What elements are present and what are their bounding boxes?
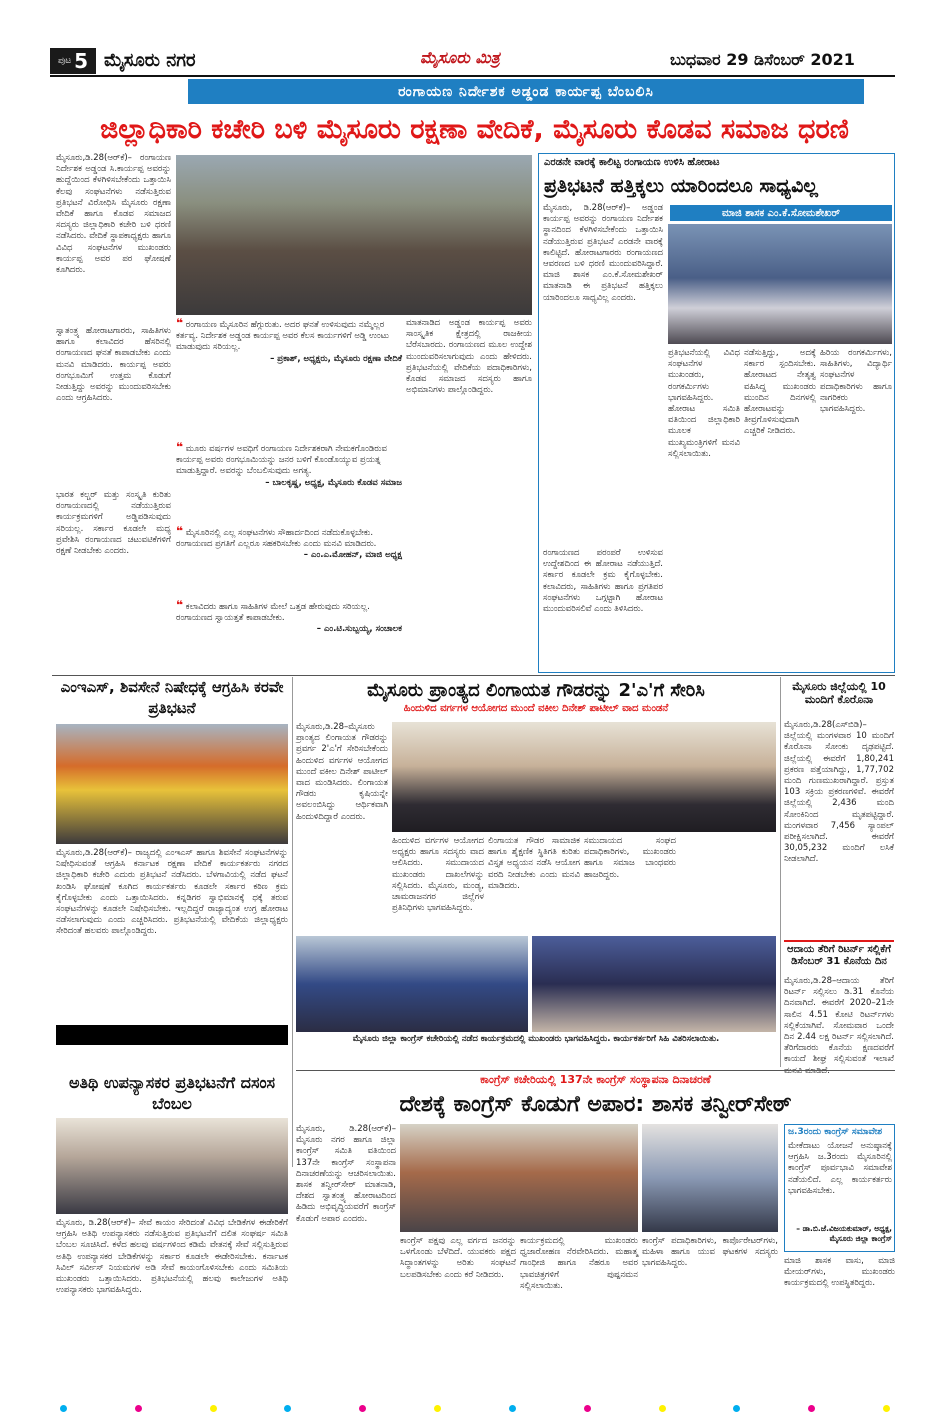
story4-photo	[392, 722, 776, 832]
story8-col3: ಕಾರ್ಯಕ್ರಮದಲ್ಲಿ ಮುಖಂಡರು ಧ್ವಜಾರೋಹಣ ನೆರವೇರಿಸಿದರು. ಮಹಾತ್ಮ ಗಾಂಧೀಜಿ ಹಾಗೂ ನೆಹರೂ ಅವರ ಭಾವಚಿತ್ರಗಳಿಗೆ ಪುಷ್ಪನಮನ ಸಲ್ಲಿಸಲಾಯಿತು.	[520, 1236, 638, 1291]
magenta-dot	[359, 1405, 366, 1412]
page-label: ಪುಟ	[57, 56, 72, 66]
print-registration-marks	[60, 1405, 890, 1413]
story6-body: ಮೈಸೂರು,ಡಿ.28–ಆದಾಯ ತೆರಿಗೆ ರಿಟರ್ನ್ ಸಲ್ಲಿಸಲು ಡಿ.31 ಕೊನೆಯ ದಿನವಾಗಿದೆ. ಈವರೆಗೆ 2020–21ನೇ ಸಾಲಿನ 4.51 ಕೋಟಿ ರಿಟರ್ನ್‌ಗಳು ಸಲ್ಲಿಕೆಯಾಗಿವೆ. ಸೋಮವಾರ ಒಂದೇ ದಿನ 2.44 ಲಕ್ಷ ರಿಟರ್ನ್ ಸಲ್ಲಿಸಲಾಗಿದೆ. ತೆರಿಗೆದಾರರು ಕೊನೆಯ ಕ್ಷಣದವರೆಗೆ ಕಾಯದೆ ಶೀಘ್ರ ಸಲ್ಲಿಸುವಂತೆ ಇಲಾಖೆ	[784, 976, 894, 1065]
story8-col1: ಮೈಸೂರು, ಡಿ.28(ಆರ್‌ಕೆ)– ಮೈಸೂರು ನಗರ ಹಾಗೂ ಜಿಲ್ಲಾ ಕಾಂಗ್ರೆಸ್ ಸಮಿತಿ ವತಿಯಿಂದ 137ನೇ ಕಾಂಗ್ರೆಸ್ ಸಂಸ್ಥಾಪನಾ ದಿನಾಚರಣೆಯನ್ನು ಆಚರಿಸಲಾಯಿತು. ಶಾಸಕ ತನ್ವೀರ್‌ಸೇಠ್ ಮಾತನಾಡಿ, ದೇಶದ ಸ್ವಾತಂತ್ರ್ಯ ಹೋರಾಟದಿಂದ ಹಿಡಿದು ಅಭಿವೃದ್ಧಿಯವರೆಗೆ ಕಾಂಗ್ರೆಸ್ ಕೊಡುಗೆ ಅಪಾರ ಎಂದರು.	[296, 1124, 396, 1224]
page-number: 5	[74, 49, 89, 73]
story2-photo	[668, 224, 892, 344]
quote-mark-icon: ❝	[176, 440, 184, 454]
story2-col4: ನಡೆಸುತ್ತಿದ್ದು, ಅದಕ್ಕೆ ಸರ್ಕಾರ ಸ್ಪಂದಿಸಬೇಕು. ಹೋರಾಟದ ನೇತೃತ್ವ ವಹಿಸಿದ್ದ ಮುಖಂಡರು ಮುಂದಿನ ದಿನಗಳಲ್ಲಿ ಹೋರಾಟವನ್ನು ತೀವ್ರಗೊಳಿಸುವುದಾಗಿ ಎಚ್ಚರಿಕೆ ನೀಡಿದರು.	[744, 348, 816, 437]
quote-mark-icon: ❝	[176, 316, 184, 330]
divider	[52, 675, 895, 676]
story4-col4: ಸಮುದಾಯದ ಸಂಘದ ಪದಾಧಿಕಾರಿಗಳು, ಮುಖಂಡರು ಹಾಗೂ ಸಮಾಜ ಬಾಂಧವರು ಹಾಜರಿದ್ದರು.	[584, 836, 676, 880]
story6-headline: ಆದಾಯ ತೆರಿಗೆ ರಿಟರ್ನ್ ಸಲ್ಲಿಕೆಗೆ ಡಿಸೆಂಬರ್ 31 ಕೊನೆಯ ದಿನ	[784, 940, 894, 974]
story7-body: ಮೈಸೂರು, ಡಿ.28(ಆರ್‌ಕೆ)– ಸೇವೆ ಕಾಯಂ ಸೇರಿದಂತೆ ವಿವಿಧ ಬೇಡಿಕೆಗಳ ಈಡೇರಿಕೆಗೆ ಆಗ್ರಹಿಸಿ ಅತಿಥಿ ಉಪನ್ಯಾಸಕರು ನಡೆಸುತ್ತಿರುವ ಪ್ರತಿಭಟನೆಗೆ ದಲಿತ ಸಂಘರ್ಷ ಸಮಿತಿ ಬೆಂಬಲ ಸೂಚಿಸಿದೆ. ಕಳೆದ ಹಲವು ವರ್ಷಗಳಿಂದ ಕಡಿಮೆ ವೇತನಕ್ಕೆ ಸೇವೆ ಸಲ್ಲಿಸುತ್ತಿರುವ ಅತಿಥಿ ಉಪನ್ಯಾಸಕರ ಬೇಡಿಕೆಗಳನ್ನು ಸರ್ಕಾರ ಕೂಡಲೇ ಈಡೇರಿಸಬೇಕು. ಕರ್ನಾಟಕ ಸಿವಿಲ್ ಸರ್ವೀಸ್ ನಿಯಮಗಳ ಅಡಿ ಸೇವೆ ಕಾಯಂಗೊಳಿಸಬೇಕು ಎಂದು ಸಮಿತಿಯ ಮುಖಂಡರು ಒತ್ತಾಯಿಸಿದರು. ಪ್ರತಿಭಟನೆಯಲ್ಲಿ ಹಲವು ಕಾಲೇಜುಗಳ ಅತಿಥಿ ಉಪನ್ಯಾಸಕರು ಭಾಗವಹಿಸಿದ್ದರು.	[56, 1218, 288, 1296]
story8-col2: ಕಾಂಗ್ರೆಸ್ ಪಕ್ಷವು ಎಲ್ಲ ವರ್ಗದ ಜನರನ್ನು ಒಳಗೊಂಡು ಬೆಳೆದಿದೆ. ಯುವಕರು ಪಕ್ಷದ ಸಿದ್ಧಾಂತಗಳನ್ನು ಅರಿತು ಸಂಘಟನೆ ಬಲಪಡಿಸಬೇಕು ಎಂದು ಕರೆ ನೀಡಿದರು.	[400, 1236, 516, 1280]
newspaper-logo: ಮೈಸೂರು ಮಿತ್ರ	[420, 48, 500, 67]
story1-col4: ಮಾತನಾಡಿದ ಅಡ್ಡಂಡ ಕಾರ್ಯಪ್ಪ ಅವರು ಸಾಂಸ್ಕೃತಿಕ ಕ್ಷೇತ್ರದಲ್ಲಿ ರಾಜಕೀಯ ಬೆರೆಸಬಾರದು. ರಂಗಾಯಣದ ಮೂಲ ಉದ್ದೇಶ ಮುಂದುವರಿಸಲಾಗುವುದು ಎಂದು ಹೇಳಿದರು. ಪ್ರತಿಭಟನೆಯಲ್ಲಿ ವೇದಿಕೆಯ ಪದಾಧಿಕಾರಿಗಳು, ಕೊಡವ ಸಮಾಜದ ಸದಸ್ಯರು ಹಾಗೂ ಅಭಿಮಾನಿಗಳು ಪಾಲ್ಗೊಂಡಿದ್ದರು.	[406, 318, 532, 396]
story2-headline: ಪ್ರತಿಭಟನೆ ಹತ್ತಿಕ್ಕಲು ಯಾರಿಂದಲೂ ಸಾಧ್ಯವಿಲ್ಲ	[544, 175, 818, 197]
section-title: ಮೈಸೂರು ನಗರ	[104, 50, 196, 71]
cyan-dot	[733, 1405, 740, 1412]
divider	[780, 677, 781, 1067]
story5-headline: ಮೈಸೂರು ಜಿಲ್ಲೆಯಲ್ಲಿ 10 ಮಂದಿಗೆ ಕೊರೊನಾ	[792, 680, 886, 706]
header-rule	[50, 75, 895, 77]
yellow-dot	[883, 1405, 890, 1412]
story8-kicker: ಕಾಂಗ್ರೆಸ್ ಕಚೇರಿಯಲ್ಲಿ 137ನೇ ಕಾಂಗ್ರೆಸ್ ಸಂಸ್ಥಾಪನಾ ದಿನಾಚರಣೆ	[480, 1073, 711, 1086]
quote2-text: ಮೂರು ವರ್ಷಗಳ ಅವಧಿಗೆ ರಂಗಾಯಣ ನಿರ್ದೇಶಕರಾಗಿ ನೇಮಕಗೊಂಡಿರುವ ಕಾರ್ಯಪ್ಪ ಅವರು ರಂಗಭೂಮಿಯನ್ನು ಜನರ ಬಳಿಗೆ ಕೊಂಡೊಯ್ಯುವ ಪ್ರಯತ್ನ ಮಾಡುತ್ತಿದ್ದಾರೆ. ಅವರನ್ನು ಬೆಂಬಲಿಸುವುದು ಅಗತ್ಯ.	[176, 444, 387, 477]
magenta-dot	[808, 1405, 815, 1412]
quote3-text: ಮೈಸೂರಿನಲ್ಲಿ ಎಲ್ಲ ಸಂಘಟನೆಗಳು ಸೌಹಾರ್ದದಿಂದ ನಡೆದುಕೊಳ್ಳಬೇಕು. ರಂಗಾಯಣದ ಪ್ರಗತಿಗೆ ಎಲ್ಲರೂ ಸಹಕರಿಸಬೇಕು ಎಂದು ಮನವಿ ಮಾಡಿದರು.	[176, 528, 377, 550]
yellow-dot	[434, 1405, 441, 1412]
story1-col1: ಮೈಸೂರು,ಡಿ.28(ಆರ್‌ಕೆ)– ರಂಗಾಯಣ ನಿರ್ದೇಶಕ ಅಡ್ಡಂಡ ಸಿ.ಕಾರ್ಯಪ್ಪ ಅವರನ್ನು ಹುದ್ದೆಯಿಂದ ಕೆಳಗಿಳಿಸಬೇಕೆಂದು ಒತ್ತಾಯಿಸಿ ಕೆಲವು ಸಂಘಟನೆಗಳು ನಡೆಸುತ್ತಿರುವ ಪ್ರತಿಭಟನೆ ವಿರೋಧಿಸಿ ಮೈಸೂರು ರಕ್ಷಣಾ ವೇದಿಕೆ ಹಾಗೂ ಕೊಡವ ಸಮಾಜದ ಸದಸ್ಯರು ಜಿಲ್ಲಾಧಿಕಾರಿ ಕಚೇರಿ ಬಳಿ ಧರಣಿ ನಡೆಸಿದರು. ವೇದಿಕೆ ಸ್ಥಾಪಕಾಧ್ಯಕ್ಷರು ಹಾಗೂ ವಿವಿಧ ಸಂಘಟನೆಗಳ ಮುಖಂಡರು ಕಾರ್ಯಪ್ಪ ಅವರ ಪರ ಘೋಷಣೆ ಕೂಗಿದರು.	[56, 153, 171, 276]
story2-col1: ಮೈಸೂರು, ಡಿ.28(ಆರ್‌ಕೆ)– ಅಡ್ಡಂಡ ಕಾರ್ಯಪ್ಪ ಅವರನ್ನು ರಂಗಾಯಣ ನಿರ್ದೇಶಕ ಸ್ಥಾನದಿಂದ ಕೆಳಗಿಳಿಸಬೇಕೆಂದು ಒತ್ತಾಯಿಸಿ ನಡೆಯುತ್ತಿರುವ ಪ್ರತಿಭಟನೆ ಎರಡನೇ ವಾರಕ್ಕೆ ಕಾಲಿಟ್ಟಿದೆ. ಹೋರಾಟಗಾರರು ರಂಗಾಯಣದ ಆವರಣದ ಬಳಿ ಧರಣಿ ಮುಂದುವರಿಸಿದ್ದಾರೆ. ಮಾಜಿ ಶಾಸಕ ಎಂ.ಕೆ.ಸೋಮಶೇಖರ್ ಮಾತನಾಡಿ ಈ ಪ್ರತಿಭಟನೆ ಹತ್ತಿಕ್ಕಲು ಯಾರಿಂದಲೂ ಸಾಧ್ಯವಿಲ್ಲ ಎಂದರು.	[543, 203, 663, 303]
story4-col3: ಲಿಂಗಾಯತ ಗೌಡರ ಸಾಮಾಜಿಕ ಹಾಗೂ ಶೈಕ್ಷಣಿಕ ಸ್ಥಿತಿಗತಿ ಕುರಿತು ವಿಸ್ತೃತ ಅಧ್ಯಯನ ನಡೆಸಿ ಆಯೋಗ ವರದಿ ನೀಡಬೇಕು ಎಂದು ಮನವಿ ಮಾಡಿದರು.	[488, 836, 580, 891]
story2-kicker: ಎರಡನೇ ವಾರಕ್ಕೆ ಕಾಲಿಟ್ಟ ರಂಗಾಯಣ ಉಳಿಸಿ ಹೋರಾಟ	[544, 157, 720, 168]
story8-side-headline: ಜ.3ರಂದು ಕಾಂಗ್ರೆಸ್ ಸಮಾವೇಶ	[788, 1127, 883, 1137]
story1-quote3	[176, 526, 402, 596]
story7-headline: ಅತಿಥಿ ಉಪನ್ಯಾಸಕರ ಪ್ರತಿಭಟನೆಗೆ ದಸಂಸ ಬೆಂಬಲ	[68, 1073, 276, 1113]
divider	[296, 1070, 895, 1071]
page-number-badge	[50, 48, 96, 74]
quote3-byline: – ಎಂ.ಎ.ಮೋಹನ್, ಮಾಜಿ ಅಧ್ಯಕ್ಷ	[303, 550, 402, 561]
story4-caption: ಮೈಸೂರು ಜಿಲ್ಲಾ ಕಾಂಗ್ರೆಸ್ ಕಚೇರಿಯಲ್ಲಿ ನಡೆದ ಕಾರ್ಯಕ್ರಮದಲ್ಲಿ ಮುಖಂಡರು ಭಾಗವಹಿಸಿದ್ದರು. ಕಾರ್ಯಕರ್ತರಿಗೆ ಸಿಹಿ ವಿತರಿಸಲಾಯಿತು.	[352, 1034, 720, 1044]
yellow-dot	[210, 1405, 217, 1412]
yellow-dot	[659, 1405, 666, 1412]
story2-strip: ಮಾಜಿ ಶಾಸಕ ಎಂ.ಕೆ.ಸೋಮಶೇಖರ್	[670, 205, 892, 221]
story8-side-byline: – ಡಾ.ಬಿ.ಜೆ.ವಿಜಯಕುಮಾರ್, ಅಧ್ಯಕ್ಷ, ಮೈಸೂರು ಜಿಲ್ಲಾ ಕಾಂಗ್ರೆಸ್	[796, 1224, 892, 1243]
magenta-dot	[584, 1405, 591, 1412]
story8-photo1	[400, 1124, 638, 1232]
story4-photo2	[296, 936, 528, 1032]
story8-col1-tail	[296, 1280, 396, 1398]
main-headline: ಜಿಲ್ಲಾಧಿಕಾರಿ ಕಚೇರಿ ಬಳಿ ಮೈಸೂರು ರಕ್ಷಣಾ ವೇದಿಕೆ, ಮೈಸೂರು ಕೊಡವ ಸಮಾಜ ಧರಣಿ	[100, 114, 849, 145]
story1-col1b: ಸ್ವಾತಂತ್ರ್ಯ ಹೋರಾಟಗಾರರು, ಸಾಹಿತಿಗಳು ಹಾಗೂ ಕಲಾವಿದರ ಹೆಸರಿನಲ್ಲಿ ರಂಗಾಯಣದ ಘನತೆ ಕಾಪಾಡಬೇಕು ಎಂದು ಮನವಿ ಮಾಡಿದರು. ಕಾರ್ಯಪ್ಪ ಅವರು ರಂಗಭೂಮಿಗೆ ಉತ್ತಮ ಕೊಡುಗೆ ನೀಡುತ್ತಿದ್ದು ಅವರನ್ನು ಮುಂದುವರಿಸಬೇಕು ಎಂದು ಆಗ್ರಹಿಸಿದರು.	[56, 326, 171, 404]
cyan-dot	[509, 1405, 516, 1412]
story4-headline: ಮೈಸೂರು ಪ್ರಾಂತ್ಯದ ಲಿಂಗಾಯತ ಗೌಡರನ್ನು 2'ಎ'ಗೆ ಸೇರಿಸಿ	[367, 679, 705, 701]
issue-date: ಬುಧವಾರ 29 ಡಿಸೆಂಬರ್ 2021	[670, 50, 855, 69]
story2-col5: ಹಿರಿಯ ರಂಗಕರ್ಮಿಗಳು, ಸಾಹಿತಿಗಳು, ವಿದ್ಯಾರ್ಥಿ ಸಂಘಟನೆಗಳ ಪದಾಧಿಕಾರಿಗಳು ಹಾಗೂ ನಾಗರಿಕರು ಭಾಗವಹಿಸಿದ್ದರು.	[820, 348, 892, 415]
story8-headline: ದೇಶಕ್ಕೆ ಕಾಂಗ್ರೆಸ್ ಕೊಡುಗೆ ಅಪಾರ: ಶಾಸಕ ತನ್ವೀರ್‌ಸೇಠ್	[399, 1091, 792, 1117]
story2-col3: ಪ್ರತಿಭಟನೆಯಲ್ಲಿ ವಿವಿಧ ಸಂಘಟನೆಗಳ ಮುಖಂಡರು, ರಂಗಕರ್ಮಿಗಳು ಭಾಗವಹಿಸಿದ್ದರು. ಹೋರಾಟ ಸಮಿತಿ ವತಿಯಿಂದ ಜಿಲ್ಲಾಧಿಕಾರಿ ಮೂಲಕ ಮುಖ್ಯಮಂತ್ರಿಗಳಿಗೆ ಮನವಿ ಸಲ್ಲಿಸಲಾಯಿತು.	[668, 348, 740, 459]
story3-headline: ಎಂಇಎಸ್, ಶಿವಸೇನೆ ನಿಷೇಧಕ್ಕೆ ಆಗ್ರಹಿಸಿ ಕರವೇ ಪ್ರತಿಭಟನೆ	[60, 678, 284, 717]
story4-col1: ಮೈಸೂರು,ಡಿ.28–ಮೈಸೂರು ಪ್ರಾಂತ್ಯದ ಲಿಂಗಾಯತ ಗೌಡರನ್ನು ಪ್ರವರ್ಗ 2'ಎ'ಗೆ ಸೇರಿಸಬೇಕೆಂದು ಹಿಂದುಳಿದ ವರ್ಗಗಳ ಆಯೋಗದ ಮುಂದೆ ವಕೀಲ ದಿನೇಶ್ ಪಾಟೀಲ್ ವಾದ ಮಂಡಿಸಿದರು. ಲಿಂಗಾಯತ ಗೌಡರು ಕೃಷಿಯನ್ನೇ ಅವಲಂಬಿಸಿದ್ದು ಆರ್ಥಿಕವಾಗಿ ಹಿಂದುಳಿದಿದ್ದಾರೆ ಎಂದರು.	[296, 722, 388, 822]
quote2-byline: – ಬಾಲಕೃಷ್ಣ, ಅಧ್ಯಕ್ಷ, ಮೈಸೂರು ಕೊಡವ ಸಮಾಜ	[265, 477, 402, 488]
protest-photo	[176, 155, 532, 315]
story2-col2: ರಂಗಾಯಣದ ಪರಂಪರೆ ಉಳಿಸುವ ಉದ್ದೇಶದಿಂದ ಈ ಹೋರಾಟ ನಡೆಯುತ್ತಿದೆ. ಸರ್ಕಾರ ಕೂಡಲೇ ಕ್ರಮ ಕೈಗೊಳ್ಳಬೇಕು. ಕಲಾವಿದರು, ಸಾಹಿತಿಗಳು ಹಾಗೂ ಪ್ರಗತಿಪರ ಸಂಘಟನೆಗಳು ಒಗ್ಗಟ್ಟಾಗಿ ಹೋರಾಟ ಮುಂದುವರಿಸಲಿವೆ ಎಂದು ತಿಳಿಸಿದರು.	[543, 548, 663, 615]
story7-rule	[56, 1025, 288, 1045]
story8-side-tail: ಮಾಜಿ ಶಾಸಕ ವಾಸು, ಮಾಜಿ ಮೇಯರ್‌ಗಳು, ಮುಖಂಡರು ಕಾರ್ಯಕ್ರಮದಲ್ಲಿ ಉಪಸ್ಥಿತರಿದ್ದರು.	[784, 1256, 895, 1289]
quote-mark-icon: ❝	[176, 524, 184, 538]
story1-quote2	[176, 442, 402, 522]
story3-photo	[56, 724, 288, 844]
quote1-byline: – ಪ್ರಕಾಶ್, ಅಧ್ಯಕ್ಷರು, ಮೈಸೂರು ರಕ್ಷಣಾ ವೇದಿಕೆ	[270, 353, 402, 364]
cyan-dot	[284, 1405, 291, 1412]
quote4-text: ಕಲಾವಿದರು ಹಾಗೂ ಸಾಹಿತಿಗಳ ಮೇಲೆ ಒತ್ತಡ ಹೇರುವುದು ಸರಿಯಲ್ಲ. ರಂಗಾಯಣದ ಸ್ವಾಯತ್ತತೆ ಕಾಪಾಡಬೇಕು.	[176, 602, 370, 624]
story4-subhead: ಹಿಂದುಳಿದ ವರ್ಗಗಳ ಆಯೋಗದ ಮುಂದೆ ವಕೀಲ ದಿನೇಶ್ ಪಾಟೀಲ್ ವಾದ ಮಂಡನೆ	[403, 703, 669, 714]
story1-col1c: ಭಾರತ ಕಲ್ಚರ್ ಮತ್ತು ಸಂಸ್ಕೃತಿ ಕುರಿತು ರಂಗಾಯಣದಲ್ಲಿ ನಡೆಯುತ್ತಿರುವ ಕಾರ್ಯಕ್ರಮಗಳಿಗೆ ಅಡ್ಡಿಪಡಿಸುವುದು ಸರಿಯಲ್ಲ. ಸರ್ಕಾರ ಕೂಡಲೇ ಮಧ್ಯ ಪ್ರವೇಶಿಸಿ ರಂಗಾಯಣದ ಚಟುವಟಿಕೆಗಳಿಗೆ ರಕ್ಷಣೆ ನೀಡಬೇಕು ಎಂದರು.	[56, 490, 171, 557]
story4-col1-tail	[296, 832, 388, 932]
story3-body: ಮೈಸೂರು,ಡಿ.28(ಆರ್‌ಕೆ)– ರಾಜ್ಯದಲ್ಲಿ ಎಂಇಎಸ್ ಹಾಗೂ ಶಿವಸೇನೆ ಸಂಘಟನೆಗಳನ್ನು ನಿಷೇಧಿಸುವಂತೆ ಆಗ್ರಹಿಸಿ ಕರ್ನಾಟಕ ರಕ್ಷಣಾ ವೇದಿಕೆ ಕಾರ್ಯಕರ್ತರು ನಗರದ ಜಿಲ್ಲಾಧಿಕಾರಿ ಕಚೇರಿ ಎದುರು ಪ್ರತಿಭಟನೆ ನಡೆಸಿದರು. ಬೆಳಗಾವಿಯಲ್ಲಿ ನಡೆದ ಘಟನೆ ಖಂಡಿಸಿ ಘೋಷಣೆ ಕೂಗಿದ ಕಾರ್ಯಕರ್ತರು ಕೂಡಲೇ ಸರ್ಕಾರ ಕಠಿಣ ಕ್ರಮ ಕೈಗೊಳ್ಳಬೇಕು ಎಂದು ಒತ್ತಾಯಿಸಿದರು. ಕನ್ನಡಿಗರ ಸ್ವಾಭಿಮಾನಕ್ಕೆ ಧಕ್ಕೆ ತರುವ ಸಂಘಟನೆಗಳನ್ನು ಕೂಡಲೇ ನಿಷೇಧಿಸಬೇಕು. ಇಲ್ಲದಿದ್ದರೆ ರಾಜ್ಯಾದ್ಯಂತ ಉಗ್ರ ಹೋರಾಟ ನಡೆಸಲಾಗುವುದು ಎಂದು ಎಚ್ಚರಿಸಿದರು. ಪ್ರತಿಭಟನೆಯಲ್ಲಿ ವೇದಿಕೆಯ ಜಿಲ್ಲಾಧ್ಯಕ್ಷರು ಸೇರಿದಂತೆ ಹಲವರು ಪಾಲ್ಗೊಂಡಿದ್ದರು.	[56, 848, 288, 937]
story4-photo3	[532, 936, 776, 1032]
quote1-text: ರಂಗಾಯಣ ಮೈಸೂರಿನ ಹೆಗ್ಗುರುತು. ಅದರ ಘನತೆ ಉಳಿಸುವುದು ನಮ್ಮೆಲ್ಲರ ಕರ್ತವ್ಯ. ನಿರ್ದೇಶಕ ಅಡ್ಡಂಡ ಕಾರ್ಯಪ್ಪ ಅವರ ಕೆಲಸ ಕಾರ್ಯಗಳಿಗೆ ಅಡ್ಡಿ ಉಂಟು ಮಾಡುವುದು ಸರಿಯಲ್ಲ.	[176, 320, 389, 353]
story1-quote1	[176, 318, 402, 438]
magenta-dot	[135, 1405, 142, 1412]
story7-photo	[56, 1118, 288, 1214]
quote4-byline: – ಎಂ.ಟಿ.ಸುಬ್ಬಯ್ಯ, ಸಂಚಾಲಕ	[316, 624, 402, 635]
story1-tail	[176, 662, 402, 670]
story5-body: ಮೈಸೂರು,ಡಿ.28(ಎಸ್‌ಬಿಡಿ)– ಜಿಲ್ಲೆಯಲ್ಲಿ ಮಂಗಳವಾರ 10 ಮಂದಿಗೆ ಕೊರೊನಾ ಸೋಂಕು ದೃಢಪಟ್ಟಿದೆ. ಜಿಲ್ಲೆಯಲ್ಲಿ ಈವರೆಗೆ 1,80,241 ಪ್ರಕರಣ ಪತ್ತೆಯಾಗಿದ್ದು, 1,77,702 ಮಂದಿ ಗುಣಮುಖರಾಗಿದ್ದಾರೆ. ಪ್ರಸ್ತುತ 103 ಸಕ್ರಿಯ ಪ್ರಕರಣಗಳಿವೆ. ಈವರೆಗೆ ಜಿಲ್ಲೆಯಲ್ಲಿ 2,436 ಮಂದಿ ಸೋಂಕಿನಿಂದ ಮೃತಪಟ್ಟಿದ್ದಾರೆ. ಮಂಗಳವಾರ 7,456 ಸ್ಯಾಂಪಲ್ ಪರೀಕ್ಷಿಸಲಾಗಿದೆ. ಈವರೆಗೆ 30,05,232 ಮಂದಿಗೆ ಲಸಿಕೆ ನೀಡಲಾಗಿದೆ.	[784, 720, 894, 865]
story4-col2: ಹಿಂದುಳಿದ ವರ್ಗಗಳ ಆಯೋಗದ ಅಧ್ಯಕ್ಷರು ಹಾಗೂ ಸದಸ್ಯರು ವಾದ ಆಲಿಸಿದರು. ಸಮುದಾಯದ ಮುಖಂಡರು ದಾಖಲೆಗಳನ್ನು ಸಲ್ಲಿಸಿದರು. ಮೈಸೂರು, ಮಂಡ್ಯ, ಚಾಮರಾಜನಗರ ಜಿಲ್ಲೆಗಳ ಪ್ರತಿನಿಧಿಗಳು ಭಾಗವಹಿಸಿದ್ದರು.	[392, 836, 484, 914]
cyan-dot	[60, 1405, 67, 1412]
story8-side-body: ಮೇಕೆದಾಟು ಯೋಜನೆ ಅನುಷ್ಠಾನಕ್ಕೆ ಆಗ್ರಹಿಸಿ ಜ.3ರಂದು ಮೈಸೂರಿನಲ್ಲಿ ಕಾಂಗ್ರೆಸ್ ಪೂರ್ವಭಾವಿ ಸಮಾವೇಶ ನಡೆಯಲಿದೆ. ಎಲ್ಲ ಕಾರ್ಯಕರ್ತರು ಭಾಗವಹಿಸಬೇಕು.	[788, 1141, 892, 1196]
story8-photo2	[642, 1124, 778, 1232]
top-banner: ರಂಗಾಯಣ ನಿರ್ದೇಶಕ ಅಡ್ಡಂಡ ಕಾರ್ಯಪ್ಪ ಬೆಂಬಲಿಸಿ	[188, 79, 864, 104]
divider	[292, 677, 293, 1167]
story8-col4: ಕಾಂಗ್ರೆಸ್ ಪದಾಧಿಕಾರಿಗಳು, ಕಾರ್ಪೊರೇಟರ್‌ಗಳು, ಮಹಿಳಾ ಹಾಗೂ ಯುವ ಘಟಕಗಳ ಸದಸ್ಯರು ಭಾಗವಹಿಸಿದ್ದರು.	[642, 1236, 778, 1269]
story1-quote4	[176, 600, 402, 658]
quote-mark-icon: ❝	[176, 598, 184, 612]
